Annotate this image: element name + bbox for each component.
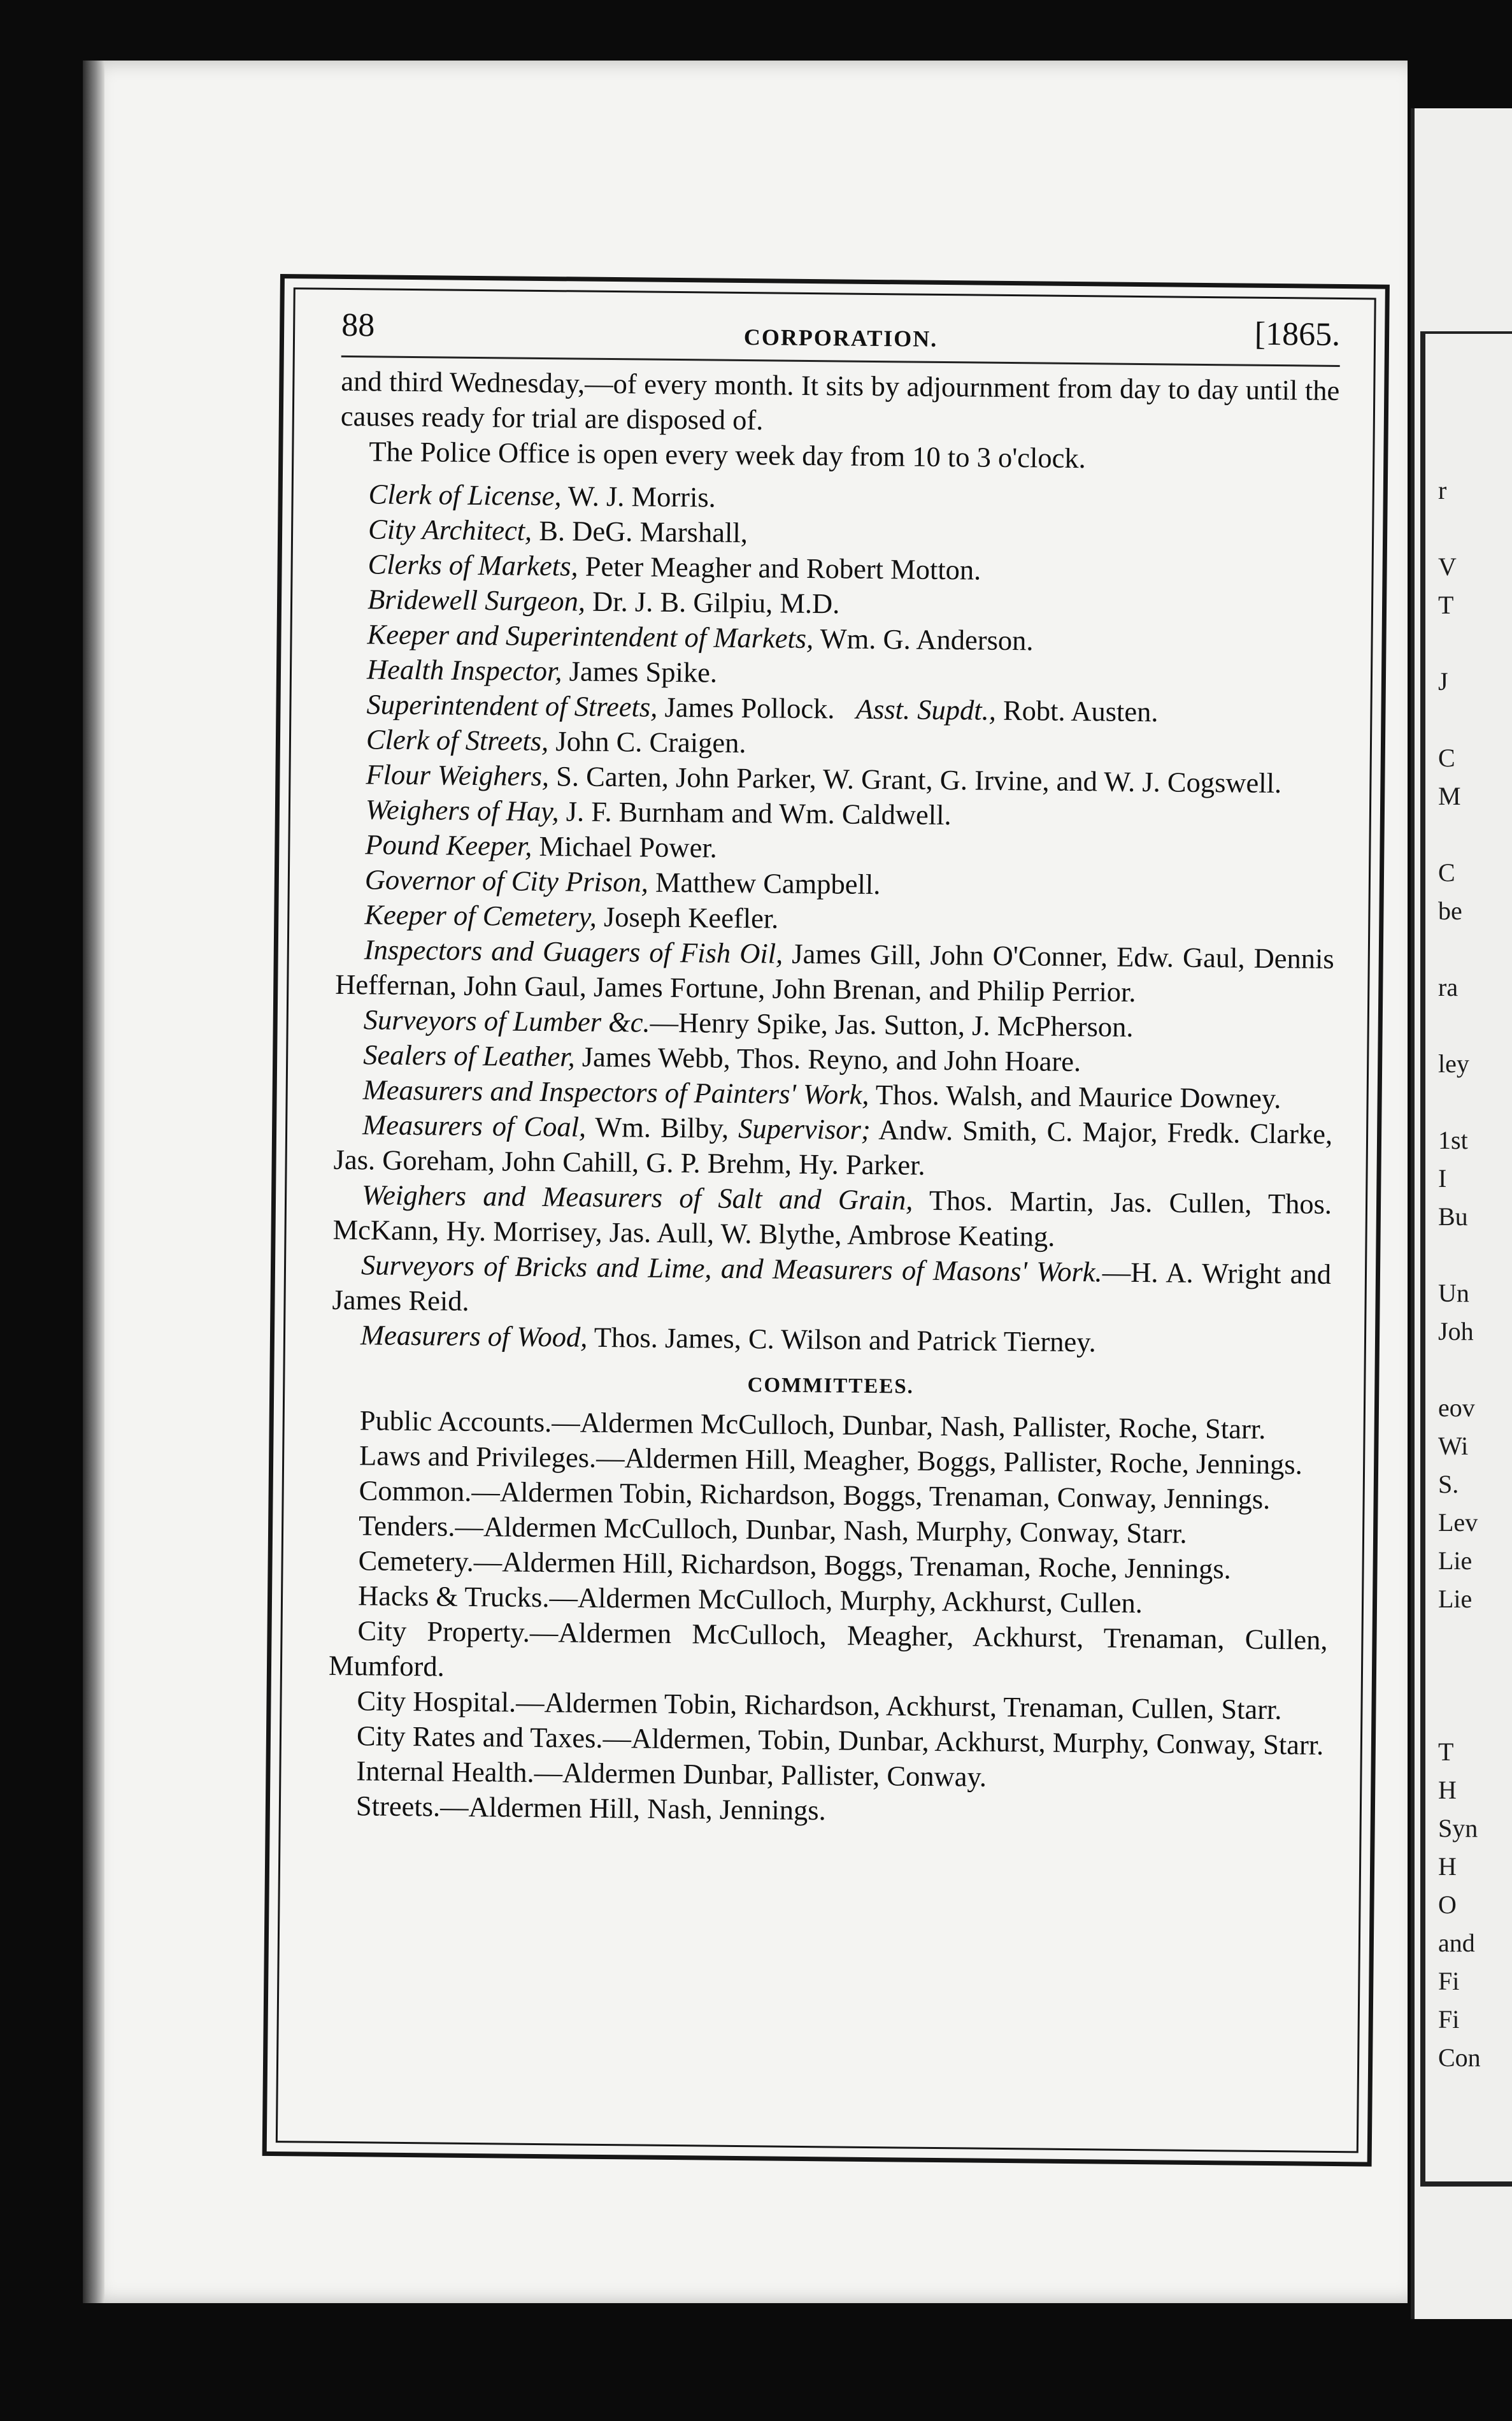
officer-entry: Clerk of Streets, John C. Craigen. bbox=[366, 723, 746, 759]
committee-entry: City Rates and Taxes.—Aldermen, Tobin, Dunbar, Ackhurst, Murphy, Conway, Starr. bbox=[356, 1720, 1324, 1761]
officer-entry: Measurers of Coal, Wm. Bilby, Supervisor; Andw. Smith, C. Major, Fredk. Clarke, Jas. Goreham, John Cahill, G. P. Brehm, Hy. Parker. bbox=[333, 1109, 1333, 1181]
page-number: 88 bbox=[341, 306, 375, 344]
committees-heading: COMMITTEES. bbox=[747, 1374, 915, 1398]
officer-entry: Keeper of Cemetery, Joseph Keefler. bbox=[364, 898, 779, 935]
committee-entry: City Property.—Aldermen McCulloch, Meagher, Ackhurst, Trenaman, Cullen, Mumford. bbox=[328, 1614, 1328, 1683]
officer-entry: Health Inspector, James Spike. bbox=[366, 653, 718, 689]
committee-entry: Internal Health.—Aldermen Dunbar, Pallister, Conway. bbox=[356, 1755, 987, 1793]
officer-entry: Weighers and Measurers of Salt and Grain, Thos. Martin, Jas. Cullen, Thos. McKann, Hy. Morrisey, Jas. Aull, W. Blythe, Ambrose Keating. bbox=[332, 1179, 1332, 1253]
officer-entry: Flour Weighers, S. Carten, John Parker, W. Grant, G. Irvine, and W. J. Cogswell. bbox=[366, 758, 1282, 800]
officer-entry: Keeper and Superintendent of Markets, Wm. G. Anderson. bbox=[367, 618, 1034, 657]
officers-list bbox=[332, 477, 1339, 1362]
officer-entry: Surveyors of Lumber &c.—Henry Spike, Jas. Sutton, J. McPherson. bbox=[363, 1003, 1134, 1043]
committee-entry: Streets.—Aldermen Hill, Nash, Jennings. bbox=[355, 1790, 826, 1827]
officer-entry: Surveyors of Bricks and Lime, and Measurers of Masons' Work.—H. A. Wright and James Reid. bbox=[332, 1249, 1332, 1317]
page-title: CORPORATION. bbox=[743, 324, 938, 352]
officer-entry: Sealers of Leather, James Webb, Thos. Reyno, and John Hoare. bbox=[363, 1038, 1081, 1078]
page-year: [1865. bbox=[1254, 315, 1341, 353]
committee-entry: Tenders.—Aldermen McCulloch, Dunbar, Nash, Murphy, Conway, Starr. bbox=[358, 1509, 1187, 1549]
continuation-text: and third Wednesday,—of every month. It sits by adjournment from day to day until the causes ready for trial are disposed of. bbox=[340, 364, 1340, 436]
page-border bbox=[262, 274, 1390, 2167]
book-spine-shadow bbox=[83, 61, 104, 2303]
committees-list bbox=[327, 1403, 1330, 1833]
officer-entry: Governor of City Prison, Matthew Campbell. bbox=[364, 863, 881, 901]
officer-entry: City Architect, B. DeG. Marshall, bbox=[367, 513, 748, 549]
officer-entry: Measurers of Wood, Thos. James, C. Wilson and Patrick Tierney. bbox=[360, 1319, 1097, 1358]
committee-entry: City Hospital.—Aldermen Tobin, Richardson, Ackhurst, Trenaman, Cullen, Starr. bbox=[357, 1685, 1282, 1726]
committee-entry: Cemetery.—Aldermen Hill, Richardson, Boggs, Trenaman, Roche, Jennings. bbox=[358, 1544, 1232, 1585]
committee-entry: Hacks & Trucks.—Aldermen McCulloch, Murphy, Ackhurst, Cullen. bbox=[357, 1579, 1143, 1620]
officer-entry: Inspectors and Guagers of Fish Oil, James Gill, John O'Conner, Edw. Gaul, Dennis Heffernan, John Gaul, James Fortune, John Brenan, and Philip Perrior. bbox=[335, 933, 1334, 1008]
officer-entry: Bridewell Surgeon, Dr. J. B. Gilpiu, M.D. bbox=[367, 583, 840, 620]
officer-entry: Pound Keeper, Michael Power. bbox=[365, 828, 718, 864]
officer-entry: Superintendent of Streets, James Pollock. Asst. Supdt., Robt. Austen. bbox=[366, 688, 1159, 728]
officer-entry: Measurers and Inspectors of Painters' Work, Thos. Walsh, and Maurice Downey. bbox=[362, 1074, 1281, 1115]
page-content bbox=[327, 305, 1341, 1833]
officer-entry: Weighers of Hay, J. F. Burnham and Wm. Caldwell. bbox=[365, 793, 952, 831]
adjacent-page-text: r V T J C M C be ra ley 1st I Bu Un Joh eov Wi S. Lev Lie Lie T H Syn H O and Fi Fi Con bbox=[1438, 476, 1481, 2072]
committee-entry: Common.—Aldermen Tobin, Richardson, Boggs, Trenaman, Conway, Jennings. bbox=[359, 1474, 1271, 1516]
committee-entry: Public Accounts.—Aldermen McCulloch, Dunbar, Nash, Pallister, Roche, Starr. bbox=[359, 1404, 1266, 1445]
page-header bbox=[341, 305, 1341, 367]
officer-entry: Clerks of Markets, Peter Meagher and Robert Motton. bbox=[367, 548, 981, 586]
police-office-text: The Police Office is open every week day from 10 to 3 o'clock. bbox=[369, 435, 1087, 475]
committee-entry: Laws and Privileges.—Aldermen Hill, Meagher, Boggs, Pallister, Roche, Jennings. bbox=[359, 1439, 1303, 1481]
officer-entry: Clerk of License, W. J. Morris. bbox=[368, 478, 717, 514]
